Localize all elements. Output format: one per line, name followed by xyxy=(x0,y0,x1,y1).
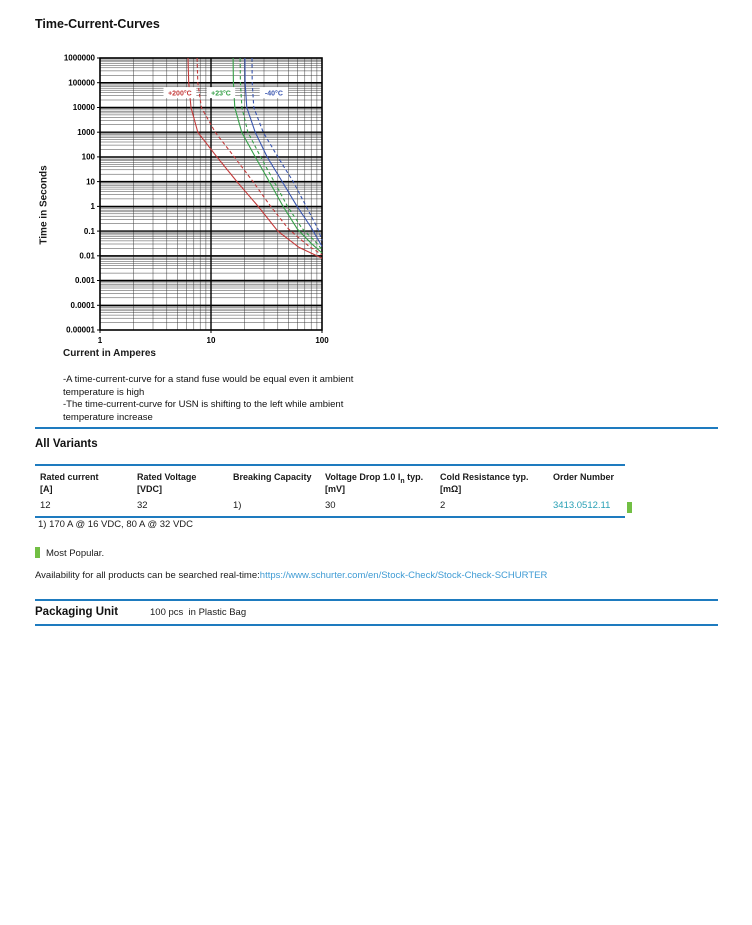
col-header-breaking-capacity: Breaking Capacity xyxy=(233,472,312,482)
cell-breaking-capacity: 1) xyxy=(233,500,242,511)
variants-table xyxy=(35,464,625,518)
page-title: Time-Current-Curves xyxy=(35,17,160,31)
svg-text:1: 1 xyxy=(90,202,95,212)
col-header-cold-resistance: Cold Resistance typ. xyxy=(440,472,529,482)
svg-text:+200°C: +200°C xyxy=(168,90,192,98)
most-popular-row-marker xyxy=(627,502,632,513)
cell-rated-current: 12 xyxy=(40,500,51,511)
svg-text:1000000: 1000000 xyxy=(63,53,95,63)
section-divider xyxy=(35,427,718,429)
time-current-chart xyxy=(55,50,345,350)
most-popular-legend-icon xyxy=(35,547,40,558)
packaging-unit-heading: Packaging Unit xyxy=(35,606,119,618)
most-popular-legend-label: Most Popular. xyxy=(46,548,105,559)
svg-text:0.0001: 0.0001 xyxy=(70,301,95,310)
col-unit-mv: [mV] xyxy=(325,484,345,494)
svg-text:1000: 1000 xyxy=(77,127,95,137)
col-unit-none xyxy=(548,484,625,500)
section-divider xyxy=(35,599,718,601)
note-line: -The time-current-curve for USN is shifting to the left while ambient temperature increase xyxy=(63,399,344,423)
svg-text:10: 10 xyxy=(86,177,95,187)
cell-voltage-drop: 30 xyxy=(325,500,336,511)
svg-text:0.00001: 0.00001 xyxy=(66,325,95,335)
note-line: -A time-current-curve for a stand fuse would be equal even it ambient temperature is high xyxy=(63,374,354,398)
svg-text:0.1: 0.1 xyxy=(83,226,95,236)
col-unit-a: [A] xyxy=(40,484,53,494)
availability-text: Availability for all products can be searched real-time: xyxy=(35,570,260,581)
svg-text:1: 1 xyxy=(97,336,103,345)
packaging-unit-value: 100 pcs in Plastic Bag xyxy=(150,607,247,618)
svg-text:100: 100 xyxy=(315,336,329,345)
svg-text:0.01: 0.01 xyxy=(79,251,95,261)
col-unit-none xyxy=(228,484,320,500)
section-divider xyxy=(35,624,718,626)
col-unit-mohm: [mΩ] xyxy=(440,484,462,494)
svg-text:0.001: 0.001 xyxy=(74,276,95,286)
stock-check-link[interactable]: https://www.schurter.com/en/Stock-Check/Stock-Check-SCHURTER xyxy=(259,570,548,581)
svg-text:100000: 100000 xyxy=(68,78,95,88)
order-number-link[interactable]: 3413.0512.11 xyxy=(553,500,611,511)
col-header-voltage-drop: Voltage Drop 1.0 $I_n$ typ. xyxy=(325,472,424,484)
svg-text:100: 100 xyxy=(81,152,95,162)
col-header-rated-voltage: Rated Voltage xyxy=(137,472,197,482)
x-axis-label: Current in Amperes xyxy=(63,348,156,359)
col-unit-vdc: [VDC] xyxy=(137,484,162,494)
svg-text:-40°C: -40°C xyxy=(264,90,283,98)
cell-rated-voltage: 32 xyxy=(137,500,148,511)
svg-text:10: 10 xyxy=(206,336,216,345)
y-axis-label: Time in Seconds xyxy=(38,165,50,245)
availability-line xyxy=(35,570,547,581)
col-header-order-number: Order Number xyxy=(553,472,615,482)
col-header-rated-current: Rated current xyxy=(40,472,99,482)
cell-cold-resistance: 2 xyxy=(440,500,446,511)
all-variants-heading: All Variants xyxy=(35,438,98,450)
svg-text:10000: 10000 xyxy=(72,103,95,113)
svg-text:+23°C: +23°C xyxy=(211,90,231,98)
table-footnote: 1) 170 A @ 16 VDC, 80 A @ 32 VDC xyxy=(38,519,194,530)
chart-notes xyxy=(63,374,379,424)
